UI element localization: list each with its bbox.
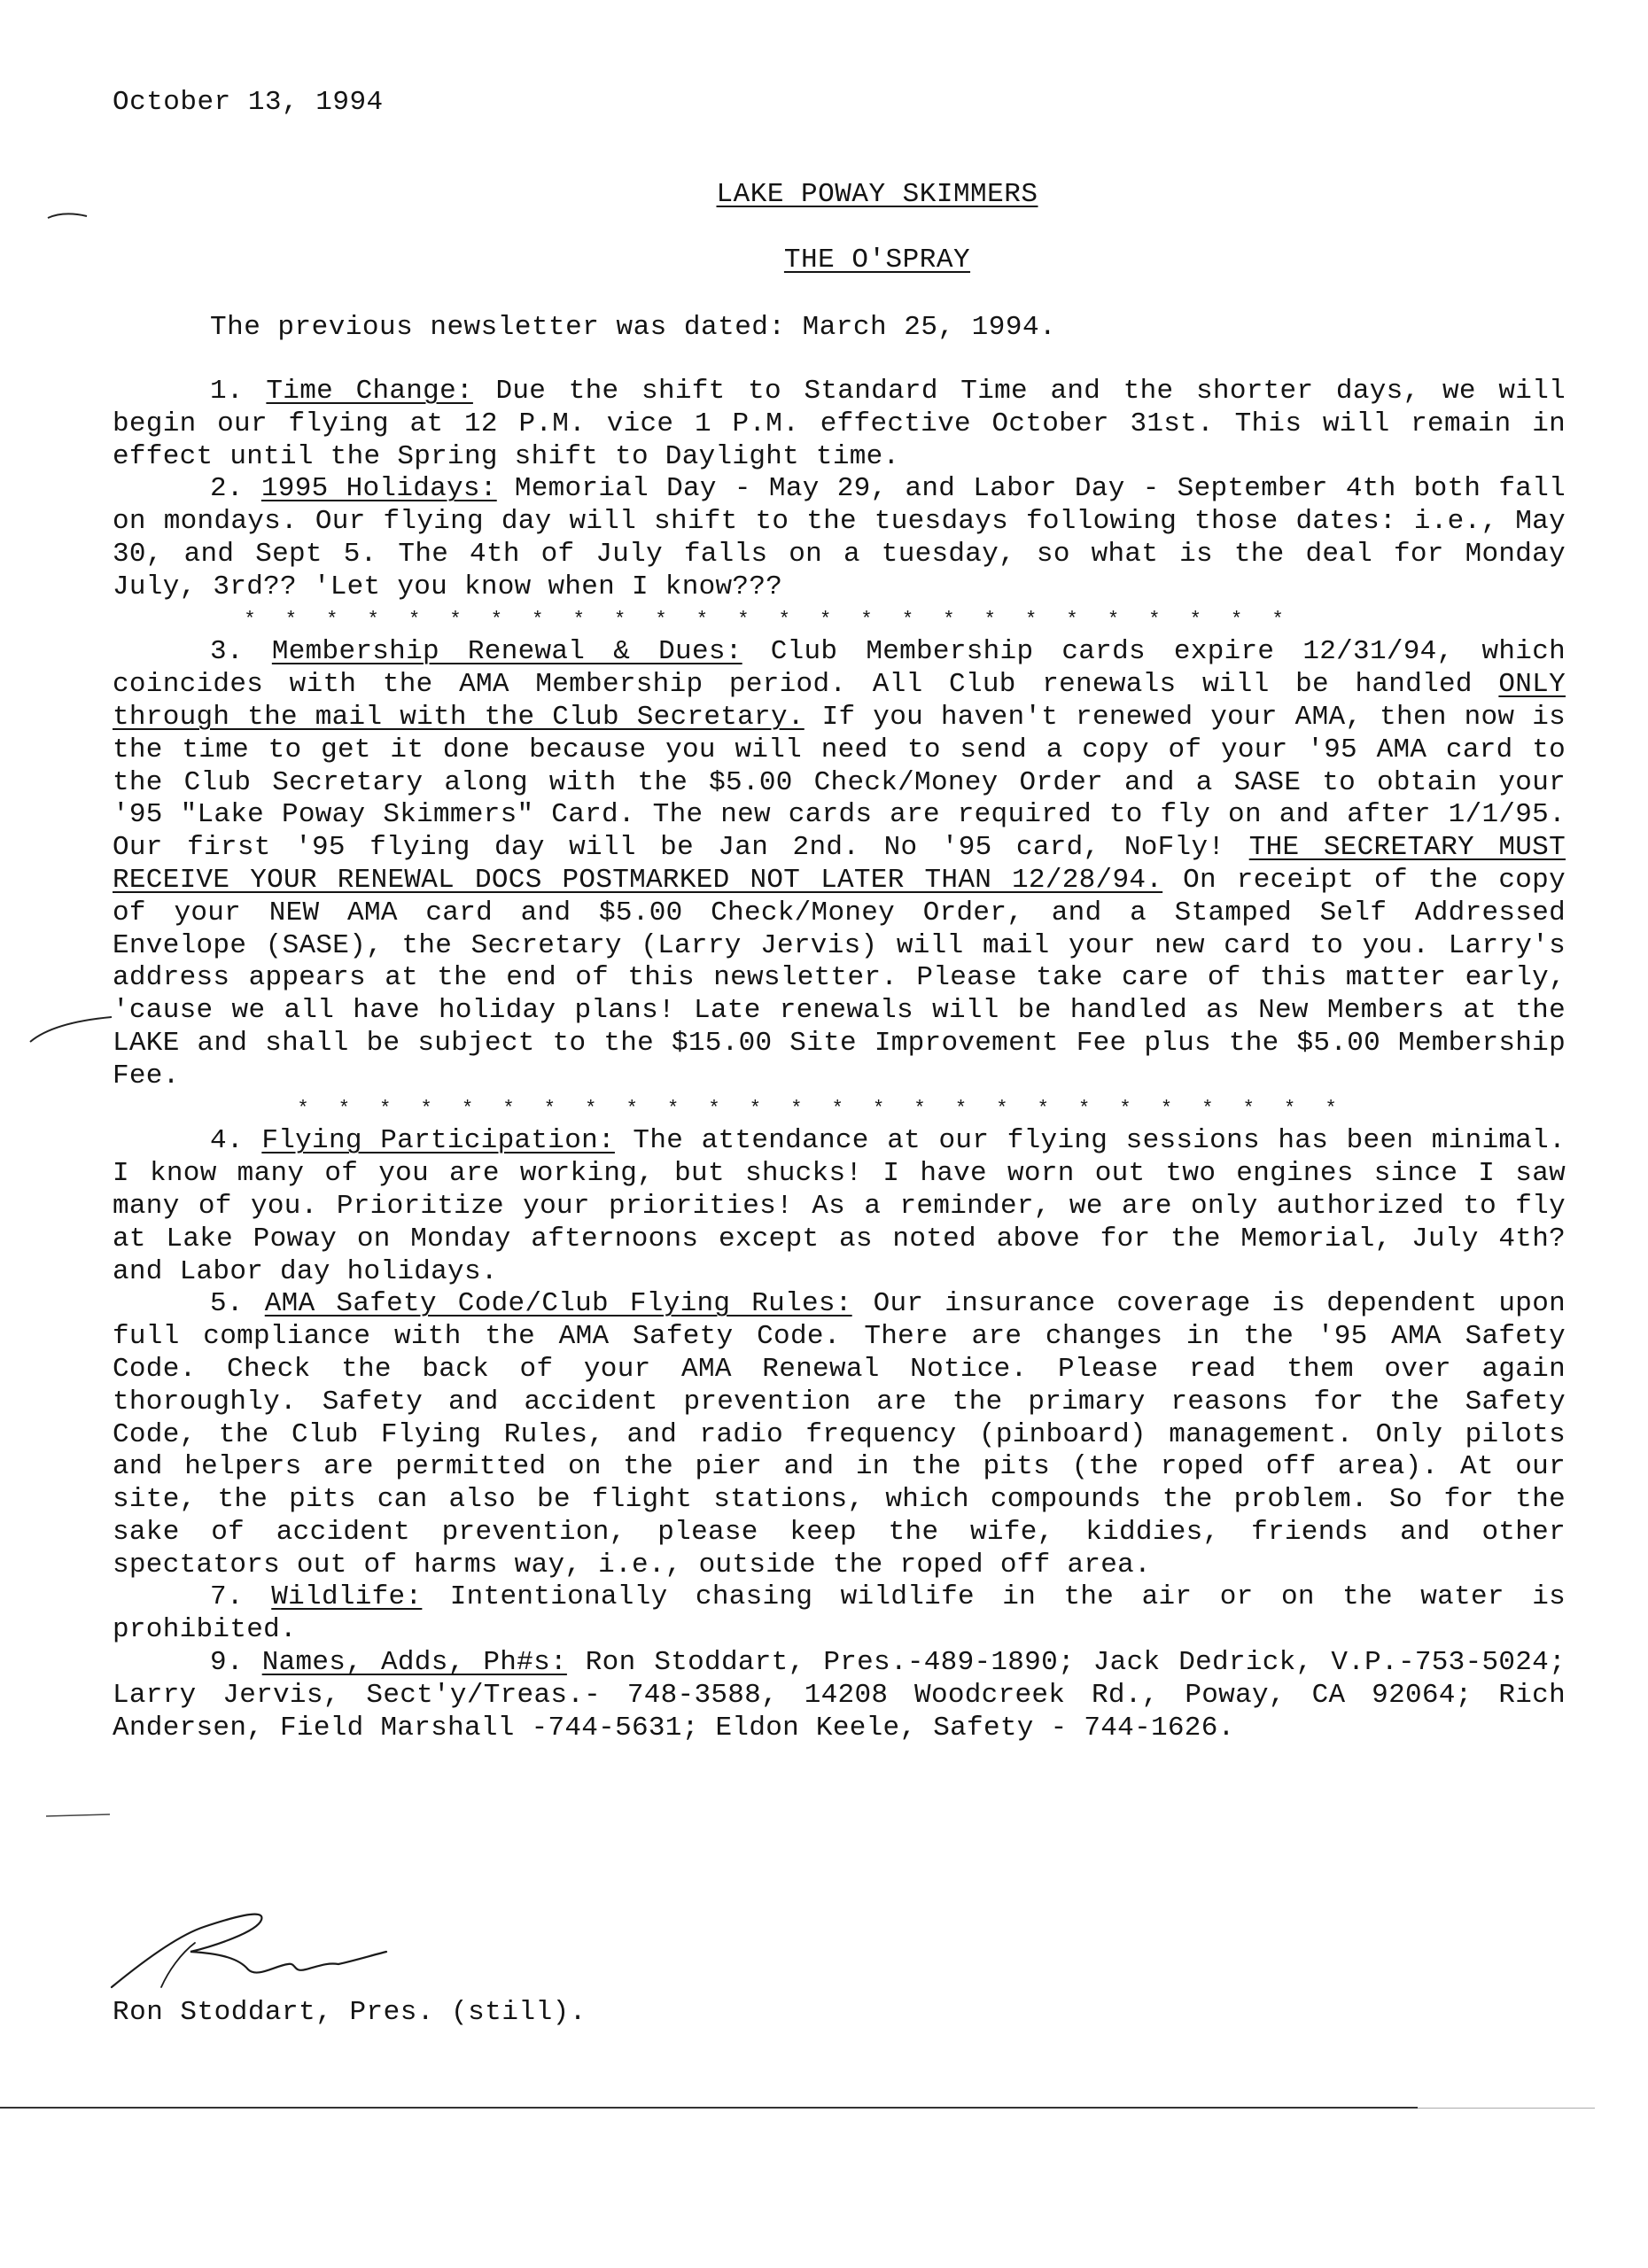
club-name-heading: LAKE POWAY SKIMMERS — [716, 179, 1038, 210]
item-number: 1. — [210, 376, 244, 407]
handwritten-signature — [106, 1900, 390, 1998]
item-emphasis: THE SECRETARY MUST RECEIVE YOUR RENEWAL DOCS POSTMARKED NOT LATER THAN 12/28/94. — [113, 832, 1566, 896]
item-number: 3. — [210, 636, 244, 668]
item-title: AMA Safety Code/Club Flying Rules: — [264, 1288, 852, 1320]
item-number: 7. — [210, 1581, 244, 1613]
item-number: 9. — [210, 1647, 244, 1679]
item-membership-renewal — [113, 636, 1566, 1092]
previous-newsletter-note: The previous newsletter was dated: March 25, 1994. — [210, 312, 1057, 343]
item-time-change — [113, 376, 1566, 473]
item-1995-holidays — [113, 473, 1566, 603]
item-text: Ron Stoddart, Pres.-489-1890; Jack Dedrick, V.P.-753-5024; Larry Jervis, Sect'y/Treas.- 748-3588, 14208 Woodcreek Rd., Poway, CA 92064; Rich Andersen, Field Marshall -744-5631; Eldon Keele, Safety - 744-1626. — [113, 1647, 1566, 1744]
closing-signature-line: Ron Stoddart, Pres. (still). — [113, 1997, 587, 2028]
bottom-rule-faint — [1418, 2108, 1595, 2109]
item-safety-code — [113, 1288, 1566, 1581]
newsletter-body — [113, 376, 1566, 1744]
divider-stars: * * * * * * * * * * * * * * * * * * * * * * * * * * — [297, 1097, 1346, 1120]
item-text: Memorial Day - May 29, and Labor Day - September 4th both fall on mondays. Our flying day will shift to the tuesdays following those dates: i.e., May 30, and Sept 5. The 4th of July falls on a tuesday, so what is the deal for Monday July, 3rd?? 'Let you know when I know??? — [113, 473, 1566, 602]
bottom-rule — [0, 2107, 1418, 2109]
item-title: Flying Participation: — [261, 1125, 615, 1157]
item-text: The attendance at our flying sessions has been minimal. I know many of you are working, but shucks! I have worn out two engines since I saw many of you. Prioritize your priorities! As a reminder, we are only authorized to fly at Lake Poway on Monday afternoons except as noted above for the Memorial, July 4th? and Labor day holidays. — [113, 1125, 1566, 1287]
item-title: Wildlife: — [271, 1581, 423, 1613]
margin-mark-left — [27, 1014, 115, 1049]
item-number: 2. — [210, 473, 244, 505]
newsletter-title: THE O'SPRAY — [783, 245, 971, 276]
item-text: Our insurance coverage is dependent upon full compliance with the AMA Safety Code. There are changes in the '95 AMA Safety Code. Check the back of your AMA Renewal Notice. Please read them over again thoroughly. Safety and accident prevention are the primary reasons for the Safety Code, the Club Flying Rules, and radio frequency (pinboard) management. Only pilots and helpers are permitted on the pier and in the pits (the roped off area). At our site, the pits can also be flight stations, which compounds the problem. So for the sake of accident prevention, please keep the wife, kiddies, friends and other spectators out of harms way, i.e., outside the roped off area. — [113, 1288, 1566, 1581]
margin-mark-bottom — [43, 1807, 113, 1825]
divider-stars: * * * * * * * * * * * * * * * * * * * * * * * * * * — [244, 608, 1293, 631]
item-text: If you haven't renewed your AMA, then now is the time to get it done because you will need to send a copy of your '95 AMA card to the Club Secretary along with the $5.00 Check/Money Order and a SASE to obtain your '95 "Lake Poway Skimmers" Card. The new cards are required to fly on and after 1/1/95. Our first '95 flying day will be Jan 2nd. No '95 card, NoFly! — [113, 701, 1566, 864]
item-wildlife — [113, 1581, 1566, 1647]
item-title: Time Change: — [266, 376, 473, 407]
item-contacts — [113, 1647, 1566, 1744]
item-title: Names, Adds, Ph#s: — [261, 1647, 567, 1679]
item-title: 1995 Holidays: — [260, 473, 497, 505]
item-title: Membership Renewal & Dues: — [271, 636, 742, 668]
item-number: 5. — [210, 1288, 244, 1320]
item-text: Due the shift to Standard Time and the shorter days, we will begin our flying at 12 P.M. vice 1 P.M. effective October 31st. This will remain in effect until the Spring shift to Daylight time. — [113, 376, 1566, 472]
item-text: Intentionally chasing wildlife in the air or on the water is prohibited. — [113, 1581, 1566, 1646]
item-flying-participation — [113, 1125, 1566, 1288]
item-text: Club Membership cards expire 12/31/94, which coincides with the AMA Membership period. All Club renewals will be handled — [113, 636, 1566, 701]
item-emphasis: ONLY through the mail with the Club Secretary. — [113, 669, 1566, 733]
item-text: On receipt of the copy of your NEW AMA card and $5.00 Check/Money Order, and a Stamped Self Addressed Envelope (SASE), the Secretary (Larry Jervis) will mail your new card to you. Larry's address appears at the end of this newsletter. Please take care of this matter early, 'cause we all have holiday plans! Late renewals will be handled as New Members at the LAKE and shall be subject to the $15.00 Site Improvement Fee plus the $5.00 Membership Fee. — [113, 864, 1566, 1091]
newsletter-date: October 13, 1994 — [113, 87, 384, 118]
item-number: 4. — [210, 1125, 244, 1157]
